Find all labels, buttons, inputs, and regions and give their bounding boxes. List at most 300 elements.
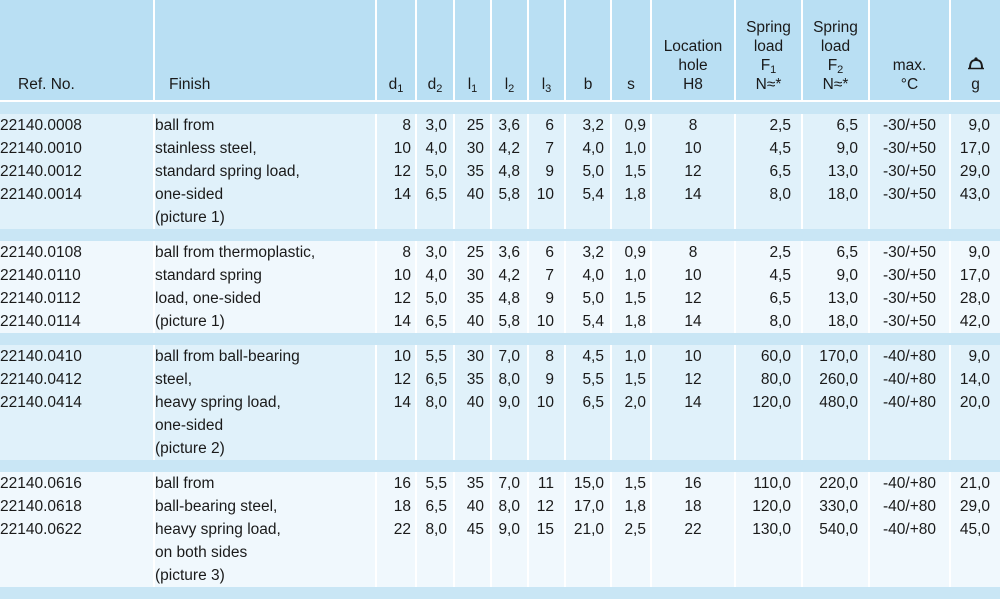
finish-cell: ball-bearing steel, bbox=[155, 495, 377, 518]
s-cell: 1,0 bbox=[612, 264, 652, 287]
location-hole-cell: 14 bbox=[652, 310, 736, 333]
d1-cell: 10 bbox=[377, 345, 417, 368]
s-cell: 1,5 bbox=[612, 160, 652, 183]
separator-cell bbox=[0, 333, 1000, 345]
group-separator bbox=[0, 102, 1000, 114]
ref-no-cell: 22140.0012 bbox=[0, 160, 155, 183]
ref-no-cell: 22140.0114 bbox=[0, 310, 155, 333]
l3-cell: 15 bbox=[529, 518, 566, 541]
l2-cell: 4,8 bbox=[492, 160, 529, 183]
empty-cell bbox=[529, 437, 566, 460]
l1-cell: 35 bbox=[455, 368, 492, 391]
location-hole-cell: 16 bbox=[652, 472, 736, 495]
empty-cell bbox=[566, 564, 612, 587]
weight-cell: 42,0 bbox=[951, 310, 1000, 333]
max-temp-cell: -30/+50 bbox=[870, 137, 951, 160]
spring-load-f2-cell: 330,0 bbox=[803, 495, 870, 518]
l1-cell: 40 bbox=[455, 391, 492, 414]
header-spring-load-f1: Spring load $F_1$ N≈* bbox=[736, 0, 803, 102]
d2-cell: 3,0 bbox=[417, 241, 455, 264]
table-row bbox=[0, 368, 1000, 391]
l3-cell: 8 bbox=[529, 345, 566, 368]
table-row bbox=[0, 160, 1000, 183]
finish-cell: heavy spring load, bbox=[155, 518, 377, 541]
l3-cell: 6 bbox=[529, 241, 566, 264]
group-separator bbox=[0, 460, 1000, 472]
l1-cell: 45 bbox=[455, 518, 492, 541]
header-weight: g bbox=[951, 0, 1000, 102]
spring-load-f2-cell: 9,0 bbox=[803, 264, 870, 287]
empty-cell bbox=[0, 541, 155, 564]
location-hole-cell: 12 bbox=[652, 160, 736, 183]
max-temp-cell: -30/+50 bbox=[870, 160, 951, 183]
empty-cell bbox=[455, 564, 492, 587]
spring-load-f2-cell: 170,0 bbox=[803, 345, 870, 368]
weight-cell: 17,0 bbox=[951, 137, 1000, 160]
l1-cell: 25 bbox=[455, 114, 492, 137]
empty-cell bbox=[377, 541, 417, 564]
table-row bbox=[0, 391, 1000, 414]
b-cell: 5,4 bbox=[566, 183, 612, 206]
l1-cell: 40 bbox=[455, 183, 492, 206]
empty-cell bbox=[417, 206, 455, 229]
b-cell: 3,2 bbox=[566, 114, 612, 137]
finish-cell: heavy spring load, bbox=[155, 391, 377, 414]
location-hole-cell: 18 bbox=[652, 495, 736, 518]
s-cell: 1,0 bbox=[612, 137, 652, 160]
max-temp-cell: -40/+80 bbox=[870, 518, 951, 541]
l1-cell: 25 bbox=[455, 241, 492, 264]
l2-cell: 9,0 bbox=[492, 518, 529, 541]
l2-cell: 8,0 bbox=[492, 495, 529, 518]
max-temp-cell: -40/+80 bbox=[870, 495, 951, 518]
empty-cell bbox=[0, 206, 155, 229]
header-s: s bbox=[612, 0, 652, 102]
finish-continuation-row bbox=[0, 414, 1000, 437]
ref-no-cell: 22140.0010 bbox=[0, 137, 155, 160]
spring-load-f1-cell: 8,0 bbox=[736, 183, 803, 206]
finish-cell: ball from bbox=[155, 114, 377, 137]
ref-no-cell: 22140.0110 bbox=[0, 264, 155, 287]
finish-cell: (picture 2) bbox=[155, 437, 377, 460]
max-temp-cell: -40/+80 bbox=[870, 391, 951, 414]
empty-cell bbox=[803, 206, 870, 229]
spring-load-f2-cell: 260,0 bbox=[803, 368, 870, 391]
finish-cell: standard spring load, bbox=[155, 160, 377, 183]
empty-cell bbox=[951, 437, 1000, 460]
spring-load-f1-cell: 2,5 bbox=[736, 241, 803, 264]
spring-load-f1-cell: 4,5 bbox=[736, 137, 803, 160]
location-hole-cell: 22 bbox=[652, 518, 736, 541]
l2-cell: 3,6 bbox=[492, 114, 529, 137]
spring-load-f2-cell: 6,5 bbox=[803, 114, 870, 137]
table-row bbox=[0, 495, 1000, 518]
location-hole-cell: 10 bbox=[652, 345, 736, 368]
empty-cell bbox=[870, 414, 951, 437]
empty-cell bbox=[566, 437, 612, 460]
finish-continuation-row bbox=[0, 541, 1000, 564]
empty-cell bbox=[492, 414, 529, 437]
d1-cell: 14 bbox=[377, 310, 417, 333]
l1-cell: 40 bbox=[455, 495, 492, 518]
d2-cell: 5,0 bbox=[417, 287, 455, 310]
s-cell: 2,0 bbox=[612, 391, 652, 414]
separator-cell bbox=[0, 229, 1000, 241]
header-b: b bbox=[566, 0, 612, 102]
finish-cell: one-sided bbox=[155, 183, 377, 206]
spring-load-f2-cell: 18,0 bbox=[803, 310, 870, 333]
table-row bbox=[0, 264, 1000, 287]
d2-cell: 6,5 bbox=[417, 183, 455, 206]
empty-cell bbox=[492, 541, 529, 564]
max-temp-cell: -30/+50 bbox=[870, 183, 951, 206]
weight-icon bbox=[967, 56, 985, 70]
header-ref-no: Ref. No. bbox=[0, 0, 155, 102]
empty-cell bbox=[377, 437, 417, 460]
empty-cell bbox=[951, 414, 1000, 437]
empty-cell bbox=[417, 541, 455, 564]
s-cell: 1,5 bbox=[612, 472, 652, 495]
separator-cell bbox=[0, 102, 1000, 114]
empty-cell bbox=[951, 206, 1000, 229]
spring-load-f1-cell: 6,5 bbox=[736, 287, 803, 310]
weight-cell: 29,0 bbox=[951, 495, 1000, 518]
empty-cell bbox=[566, 541, 612, 564]
header-d2: $d_2$ bbox=[417, 0, 455, 102]
l3-cell: 10 bbox=[529, 310, 566, 333]
empty-cell bbox=[492, 564, 529, 587]
empty-cell bbox=[951, 564, 1000, 587]
l3-cell: 6 bbox=[529, 114, 566, 137]
weight-cell: 9,0 bbox=[951, 114, 1000, 137]
finish-cell: (picture 3) bbox=[155, 564, 377, 587]
separator-cell bbox=[0, 460, 1000, 472]
b-cell: 3,2 bbox=[566, 241, 612, 264]
empty-cell bbox=[612, 541, 652, 564]
l3-cell: 10 bbox=[529, 391, 566, 414]
l2-cell: 8,0 bbox=[492, 368, 529, 391]
empty-cell bbox=[492, 206, 529, 229]
b-cell: 5,5 bbox=[566, 368, 612, 391]
separator-cell bbox=[0, 587, 1000, 599]
empty-cell bbox=[951, 541, 1000, 564]
weight-cell: 20,0 bbox=[951, 391, 1000, 414]
empty-cell bbox=[529, 541, 566, 564]
ref-no-cell: 22140.0108 bbox=[0, 241, 155, 264]
location-hole-cell: 12 bbox=[652, 287, 736, 310]
empty-cell bbox=[803, 437, 870, 460]
empty-cell bbox=[803, 541, 870, 564]
table-row bbox=[0, 518, 1000, 541]
spring-load-f1-cell: 60,0 bbox=[736, 345, 803, 368]
b-cell: 5,4 bbox=[566, 310, 612, 333]
location-hole-cell: 8 bbox=[652, 241, 736, 264]
empty-cell bbox=[870, 437, 951, 460]
l1-cell: 35 bbox=[455, 287, 492, 310]
empty-cell bbox=[529, 414, 566, 437]
spring-load-f2-cell: 18,0 bbox=[803, 183, 870, 206]
table-row bbox=[0, 183, 1000, 206]
empty-cell bbox=[529, 206, 566, 229]
l3-cell: 7 bbox=[529, 264, 566, 287]
ref-no-cell: 22140.0622 bbox=[0, 518, 155, 541]
d2-cell: 8,0 bbox=[417, 518, 455, 541]
finish-cell: on both sides bbox=[155, 541, 377, 564]
s-cell: 1,8 bbox=[612, 310, 652, 333]
spring-load-f1-cell: 8,0 bbox=[736, 310, 803, 333]
finish-cell: load, one-sided bbox=[155, 287, 377, 310]
d1-cell: 14 bbox=[377, 183, 417, 206]
table-row bbox=[0, 137, 1000, 160]
max-temp-cell: -30/+50 bbox=[870, 310, 951, 333]
d1-cell: 22 bbox=[377, 518, 417, 541]
spring-load-f2-cell: 220,0 bbox=[803, 472, 870, 495]
empty-cell bbox=[612, 414, 652, 437]
s-cell: 0,9 bbox=[612, 241, 652, 264]
l3-cell: 10 bbox=[529, 183, 566, 206]
header-spring-load-f2: Spring load $F_2$ N≈* bbox=[803, 0, 870, 102]
d2-cell: 4,0 bbox=[417, 137, 455, 160]
l2-cell: 4,8 bbox=[492, 287, 529, 310]
b-cell: 4,0 bbox=[566, 137, 612, 160]
b-cell: 5,0 bbox=[566, 160, 612, 183]
spring-load-f2-cell: 6,5 bbox=[803, 241, 870, 264]
header-l1: $l_1$ bbox=[455, 0, 492, 102]
l3-cell: 9 bbox=[529, 287, 566, 310]
max-temp-cell: -40/+80 bbox=[870, 368, 951, 391]
d1-cell: 12 bbox=[377, 368, 417, 391]
finish-continuation-row bbox=[0, 437, 1000, 460]
l1-cell: 30 bbox=[455, 137, 492, 160]
location-hole-cell: 8 bbox=[652, 114, 736, 137]
location-hole-cell: 10 bbox=[652, 264, 736, 287]
header-finish: Finish bbox=[155, 0, 377, 102]
table-row bbox=[0, 472, 1000, 495]
weight-cell: 9,0 bbox=[951, 345, 1000, 368]
s-cell: 1,5 bbox=[612, 368, 652, 391]
finish-cell: (picture 1) bbox=[155, 310, 377, 333]
weight-cell: 45,0 bbox=[951, 518, 1000, 541]
header-l3: $l_3$ bbox=[529, 0, 566, 102]
empty-cell bbox=[870, 541, 951, 564]
empty-cell bbox=[736, 437, 803, 460]
location-hole-cell: 12 bbox=[652, 368, 736, 391]
ref-no-cell: 22140.0410 bbox=[0, 345, 155, 368]
empty-cell bbox=[652, 437, 736, 460]
ref-no-cell: 22140.0616 bbox=[0, 472, 155, 495]
d1-cell: 14 bbox=[377, 391, 417, 414]
empty-cell bbox=[377, 206, 417, 229]
finish-cell: standard spring bbox=[155, 264, 377, 287]
group-separator bbox=[0, 333, 1000, 345]
s-cell: 1,0 bbox=[612, 345, 652, 368]
empty-cell bbox=[652, 541, 736, 564]
max-temp-cell: -30/+50 bbox=[870, 287, 951, 310]
weight-cell: 17,0 bbox=[951, 264, 1000, 287]
empty-cell bbox=[566, 414, 612, 437]
spring-load-f1-cell: 120,0 bbox=[736, 495, 803, 518]
empty-cell bbox=[417, 414, 455, 437]
d1-cell: 10 bbox=[377, 264, 417, 287]
finish-cell: stainless steel, bbox=[155, 137, 377, 160]
empty-cell bbox=[870, 564, 951, 587]
empty-cell bbox=[0, 414, 155, 437]
finish-cell: (picture 1) bbox=[155, 206, 377, 229]
l2-cell: 9,0 bbox=[492, 391, 529, 414]
table-row bbox=[0, 287, 1000, 310]
d1-cell: 8 bbox=[377, 114, 417, 137]
spring-load-f2-cell: 13,0 bbox=[803, 287, 870, 310]
spring-load-f2-cell: 540,0 bbox=[803, 518, 870, 541]
b-cell: 15,0 bbox=[566, 472, 612, 495]
spring-load-f1-cell: 6,5 bbox=[736, 160, 803, 183]
empty-cell bbox=[455, 206, 492, 229]
d1-cell: 18 bbox=[377, 495, 417, 518]
l3-cell: 9 bbox=[529, 160, 566, 183]
weight-cell: 14,0 bbox=[951, 368, 1000, 391]
d1-cell: 12 bbox=[377, 287, 417, 310]
b-cell: 5,0 bbox=[566, 287, 612, 310]
empty-cell bbox=[736, 206, 803, 229]
weight-cell: 28,0 bbox=[951, 287, 1000, 310]
header-l2: $l_2$ bbox=[492, 0, 529, 102]
table-row bbox=[0, 114, 1000, 137]
d2-cell: 5,5 bbox=[417, 472, 455, 495]
d2-cell: 8,0 bbox=[417, 391, 455, 414]
d1-cell: 8 bbox=[377, 241, 417, 264]
d2-cell: 6,5 bbox=[417, 368, 455, 391]
empty-cell bbox=[0, 564, 155, 587]
l3-cell: 7 bbox=[529, 137, 566, 160]
b-cell: 4,5 bbox=[566, 345, 612, 368]
d2-cell: 5,0 bbox=[417, 160, 455, 183]
l3-cell: 12 bbox=[529, 495, 566, 518]
empty-cell bbox=[612, 564, 652, 587]
finish-cell: ball from thermoplastic, bbox=[155, 241, 377, 264]
location-hole-cell: 14 bbox=[652, 391, 736, 414]
finish-cell: ball from bbox=[155, 472, 377, 495]
weight-cell: 29,0 bbox=[951, 160, 1000, 183]
ref-no-cell: 22140.0112 bbox=[0, 287, 155, 310]
empty-cell bbox=[803, 564, 870, 587]
l3-cell: 11 bbox=[529, 472, 566, 495]
empty-cell bbox=[736, 414, 803, 437]
table-row bbox=[0, 241, 1000, 264]
finish-continuation-row bbox=[0, 564, 1000, 587]
spring-load-f1-cell: 2,5 bbox=[736, 114, 803, 137]
spring-load-f2-cell: 13,0 bbox=[803, 160, 870, 183]
empty-cell bbox=[0, 437, 155, 460]
ref-no-cell: 22140.0412 bbox=[0, 368, 155, 391]
spring-load-f1-cell: 110,0 bbox=[736, 472, 803, 495]
empty-cell bbox=[652, 414, 736, 437]
max-temp-cell: -40/+80 bbox=[870, 345, 951, 368]
location-hole-cell: 14 bbox=[652, 183, 736, 206]
empty-cell bbox=[455, 414, 492, 437]
d1-cell: 12 bbox=[377, 160, 417, 183]
l1-cell: 35 bbox=[455, 472, 492, 495]
ref-no-cell: 22140.0008 bbox=[0, 114, 155, 137]
finish-cell: ball from ball-bearing bbox=[155, 345, 377, 368]
spring-load-f2-cell: 480,0 bbox=[803, 391, 870, 414]
spring-load-f1-cell: 130,0 bbox=[736, 518, 803, 541]
d2-cell: 6,5 bbox=[417, 310, 455, 333]
empty-cell bbox=[377, 414, 417, 437]
empty-cell bbox=[455, 437, 492, 460]
l1-cell: 40 bbox=[455, 310, 492, 333]
empty-cell bbox=[455, 541, 492, 564]
s-cell: 1,8 bbox=[612, 183, 652, 206]
empty-cell bbox=[377, 564, 417, 587]
location-hole-cell: 10 bbox=[652, 137, 736, 160]
header-max-temp: max. °C bbox=[870, 0, 951, 102]
d2-cell: 6,5 bbox=[417, 495, 455, 518]
s-cell: 2,5 bbox=[612, 518, 652, 541]
empty-cell bbox=[612, 206, 652, 229]
l2-cell: 4,2 bbox=[492, 137, 529, 160]
empty-cell bbox=[803, 414, 870, 437]
ref-no-cell: 22140.0014 bbox=[0, 183, 155, 206]
header-row bbox=[0, 0, 1000, 102]
group-separator bbox=[0, 229, 1000, 241]
table-row bbox=[0, 310, 1000, 333]
d2-cell: 3,0 bbox=[417, 114, 455, 137]
d1-cell: 16 bbox=[377, 472, 417, 495]
header-location-hole: Location hole H8 bbox=[652, 0, 736, 102]
s-cell: 1,8 bbox=[612, 495, 652, 518]
b-cell: 21,0 bbox=[566, 518, 612, 541]
finish-cell: one-sided bbox=[155, 414, 377, 437]
spring-load-f1-cell: 120,0 bbox=[736, 391, 803, 414]
empty-cell bbox=[870, 206, 951, 229]
l2-cell: 5,8 bbox=[492, 310, 529, 333]
weight-cell: 21,0 bbox=[951, 472, 1000, 495]
max-temp-cell: -30/+50 bbox=[870, 264, 951, 287]
b-cell: 4,0 bbox=[566, 264, 612, 287]
empty-cell bbox=[566, 206, 612, 229]
empty-cell bbox=[612, 437, 652, 460]
ref-no-cell: 22140.0414 bbox=[0, 391, 155, 414]
weight-cell: 9,0 bbox=[951, 241, 1000, 264]
spring-load-f1-cell: 4,5 bbox=[736, 264, 803, 287]
l1-cell: 35 bbox=[455, 160, 492, 183]
empty-cell bbox=[492, 437, 529, 460]
empty-cell bbox=[417, 437, 455, 460]
s-cell: 0,9 bbox=[612, 114, 652, 137]
l2-cell: 3,6 bbox=[492, 241, 529, 264]
finish-continuation-row bbox=[0, 206, 1000, 229]
d1-cell: 10 bbox=[377, 137, 417, 160]
table-row bbox=[0, 345, 1000, 368]
max-temp-cell: -30/+50 bbox=[870, 241, 951, 264]
b-cell: 17,0 bbox=[566, 495, 612, 518]
empty-cell bbox=[652, 206, 736, 229]
spring-load-f2-cell: 9,0 bbox=[803, 137, 870, 160]
d2-cell: 4,0 bbox=[417, 264, 455, 287]
empty-cell bbox=[417, 564, 455, 587]
l1-cell: 30 bbox=[455, 264, 492, 287]
max-temp-cell: -40/+80 bbox=[870, 472, 951, 495]
l2-cell: 4,2 bbox=[492, 264, 529, 287]
weight-cell: 43,0 bbox=[951, 183, 1000, 206]
empty-cell bbox=[529, 564, 566, 587]
l2-cell: 7,0 bbox=[492, 472, 529, 495]
empty-cell bbox=[652, 564, 736, 587]
d2-cell: 5,5 bbox=[417, 345, 455, 368]
finish-cell: steel, bbox=[155, 368, 377, 391]
l1-cell: 30 bbox=[455, 345, 492, 368]
header-d1: $d_1$ bbox=[377, 0, 417, 102]
